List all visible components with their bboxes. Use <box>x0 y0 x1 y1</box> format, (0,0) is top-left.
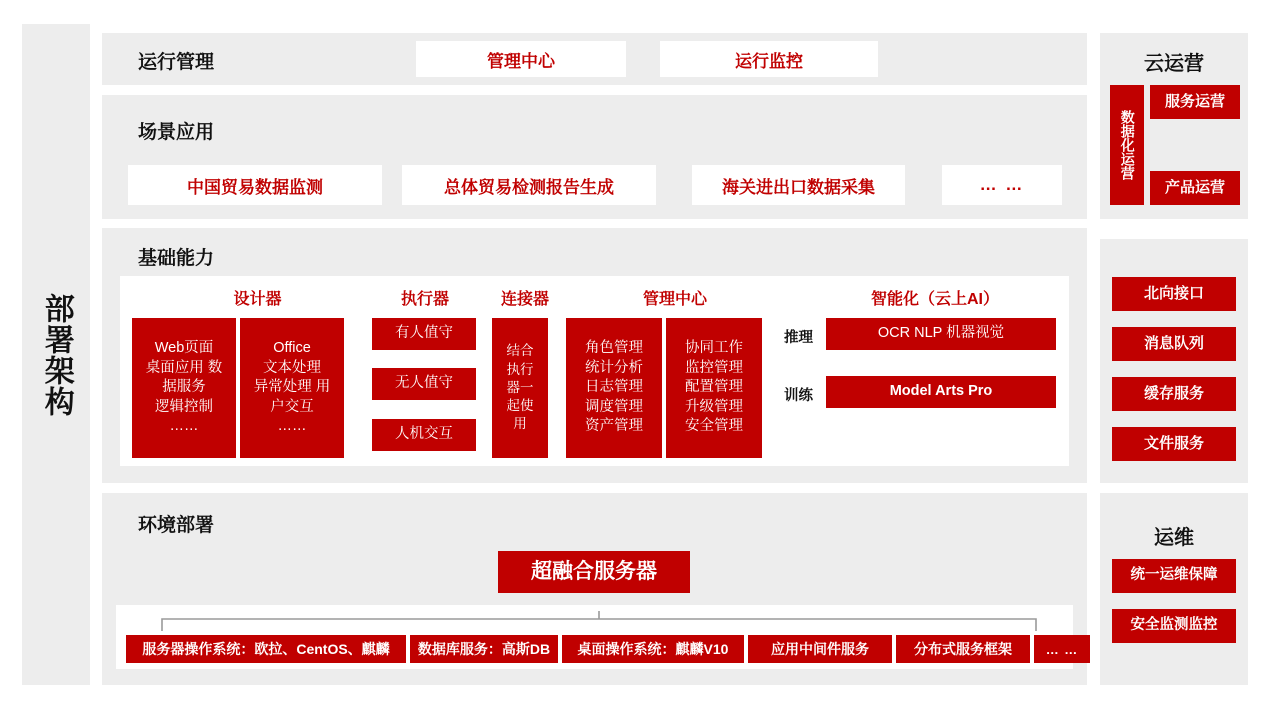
management-center-box-2[interactable] <box>666 318 762 458</box>
deploy-architecture-label: 部署架构 <box>39 292 73 417</box>
base-column-head-management-center: 管理中心 <box>642 291 707 308</box>
scenario-item-3[interactable]: 海关进出口数据采集 <box>692 165 905 205</box>
executor-box-unattended[interactable]: 无人值守 <box>372 368 476 400</box>
connector-box-line-3: 器一 <box>506 379 534 395</box>
management-center-box-2-line-3: 配置管理 <box>685 379 743 396</box>
designer-box-web-line-2: 桌面应用 数 <box>145 359 223 376</box>
maintenance-item-security-monitoring[interactable]: 安全监测监控 <box>1112 609 1236 643</box>
maintenance-item-unified-support[interactable]: 统一运维保障 <box>1112 559 1236 593</box>
connector-box-line-1: 结合 <box>506 343 534 359</box>
management-center-box-2-line-5: 安全管理 <box>685 418 743 435</box>
base-column-head-executor: 执行器 <box>400 291 449 308</box>
env-item-more[interactable]: … … <box>1034 635 1090 663</box>
cloud-operations-vertical-label[interactable]: 数据化运营 <box>1110 85 1144 205</box>
designer-box-web-line-5: …… <box>169 418 199 435</box>
designer-box-web[interactable] <box>132 318 236 458</box>
management-center-box-1-line-4: 调度管理 <box>585 398 643 415</box>
connector-box-line-2: 执行 <box>506 361 534 377</box>
scenario-item-2[interactable]: 总体贸易检测报告生成 <box>402 165 656 205</box>
management-center-box-1-line-1: 角色管理 <box>585 340 643 357</box>
cloud-operations-title: 云运营 <box>1144 53 1204 75</box>
designer-box-web-line-1: Web页面 <box>154 340 214 357</box>
management-center-box-2-line-2: 监控管理 <box>685 359 743 376</box>
cloud-operations-item-product[interactable]: 产品运营 <box>1150 171 1240 205</box>
executor-box-human-interaction[interactable]: 人机交互 <box>372 419 476 451</box>
ops-item-management-center[interactable]: 管理中心 <box>416 41 626 77</box>
connector-box-line-5: 用 <box>513 416 527 432</box>
designer-box-office-line-5: …… <box>277 418 307 435</box>
scenario-application-layer <box>102 95 1087 219</box>
designer-box-office-line-2: 文本处理 <box>263 359 321 376</box>
scenario-item-1[interactable]: 中国贸易数据监测 <box>128 165 382 205</box>
designer-box-office[interactable] <box>240 318 344 458</box>
maintenance-title: 运维 <box>1154 527 1194 549</box>
bracket-connector-icon <box>160 611 1038 631</box>
connector-box[interactable] <box>492 318 548 458</box>
base-capability-layer <box>102 228 1087 483</box>
management-center-box-1-line-3: 日志管理 <box>585 379 643 396</box>
designer-box-office-line-4: 户交互 <box>270 398 314 415</box>
env-item-database[interactable]: 数据库服务：高斯DB <box>410 635 558 663</box>
maintenance-panel <box>1100 493 1248 685</box>
ops-management-title: 运行管理 <box>138 52 215 73</box>
cloud-operations-item-service[interactable]: 服务运营 <box>1150 85 1240 119</box>
ai-box-training[interactable]: Model Arts Pro <box>826 376 1056 408</box>
base-column-head-intelligence: 智能化（云上AI） <box>870 291 999 308</box>
ops-item-runtime-monitoring[interactable]: 运行监控 <box>660 41 878 77</box>
designer-box-web-line-3: 据服务 <box>162 379 206 396</box>
base-capability-title: 基础能力 <box>138 248 215 269</box>
management-center-box-2-line-1: 协同工作 <box>685 340 743 357</box>
management-center-box-1[interactable] <box>566 318 662 458</box>
management-center-box-1-line-2: 统计分析 <box>585 359 643 376</box>
designer-box-web-line-4: 逻辑控制 <box>155 398 213 415</box>
designer-box-office-line-1: Office <box>273 340 311 357</box>
interface-item-message-queue[interactable]: 消息队列 <box>1112 327 1236 361</box>
connector-box-line-4: 起使 <box>506 398 534 414</box>
environment-deployment-layer <box>102 493 1087 685</box>
interface-item-file-service[interactable]: 文件服务 <box>1112 427 1236 461</box>
management-center-box-2-line-4: 升级管理 <box>685 398 743 415</box>
environment-deployment-title: 环境部署 <box>138 515 215 536</box>
executor-box-attended[interactable]: 有人值守 <box>372 318 476 350</box>
env-item-middleware[interactable]: 应用中间件服务 <box>748 635 892 663</box>
base-column-head-connector: 连接器 <box>500 291 549 308</box>
interface-item-cache-service[interactable]: 缓存服务 <box>1112 377 1236 411</box>
env-item-desktop-os[interactable]: 桌面操作系统：麒麟V10 <box>562 635 744 663</box>
hyperconverged-server-box[interactable]: 超融合服务器 <box>498 551 690 593</box>
base-capability-inner <box>120 276 1069 466</box>
ai-box-inference[interactable]: OCR NLP 机器视觉 <box>826 318 1056 350</box>
interface-item-northbound[interactable]: 北向接口 <box>1112 277 1236 311</box>
ai-row-label-inference: 推理 <box>784 330 813 346</box>
env-item-server-os[interactable]: 服务器操作系统：欧拉、CentOS、麒麟 <box>126 635 406 663</box>
env-item-distributed-framework[interactable]: 分布式服务框架 <box>896 635 1030 663</box>
interface-services-panel <box>1100 239 1248 483</box>
ops-management-layer <box>102 33 1087 85</box>
base-column-head-designer: 设计器 <box>233 291 282 308</box>
designer-box-office-line-3: 异常处理 用 <box>253 379 331 396</box>
ai-row-label-training: 训练 <box>784 388 813 404</box>
deploy-architecture-rail <box>22 24 90 685</box>
environment-components-strip <box>116 605 1079 669</box>
scenario-item-more[interactable]: … … <box>942 165 1062 205</box>
cloud-operations-panel <box>1100 33 1248 219</box>
scenario-application-title: 场景应用 <box>138 122 215 143</box>
management-center-box-1-line-5: 资产管理 <box>585 418 643 435</box>
